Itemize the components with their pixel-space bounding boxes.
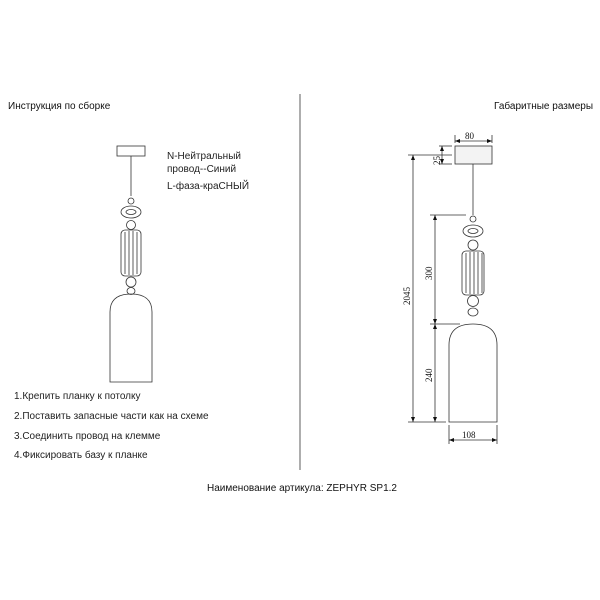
- dimensions-title: Габаритные размеры: [494, 101, 594, 112]
- disk-ornament: [121, 206, 141, 218]
- article-name: Наименование артикула: ZEPHYR SP1.2: [207, 483, 397, 494]
- dim-canopy-height: 25: [432, 156, 442, 165]
- dim-total-height: 2045: [402, 287, 412, 305]
- lamp-illustration-left: [110, 146, 152, 382]
- dim-ornament-height: 300: [424, 266, 434, 280]
- wiring-neutral-line1: N-Нейтральный: [167, 151, 241, 162]
- dim-shade-width: 108: [462, 430, 476, 440]
- dim-shade-height: 240: [424, 368, 434, 382]
- step-1: 1.Крепить планку к потолку: [14, 391, 141, 402]
- canopy-dim: [455, 146, 492, 164]
- step-3: 3.Соединить провод на клемме: [14, 431, 161, 442]
- shade-dim: [449, 324, 497, 422]
- assembly-title: Инструкция по сборке: [8, 101, 111, 112]
- ribbed-cylinder: [121, 230, 141, 276]
- step-4: 4.Фиксировать базу к планке: [14, 450, 148, 461]
- canopy: [117, 146, 145, 156]
- wiring-neutral-line2: провод--Синий: [167, 164, 237, 175]
- wiring-phase: L-фаза-краСНЫЙ: [167, 181, 250, 192]
- glass-shade: [110, 294, 152, 382]
- dim-canopy-width: 80: [465, 131, 474, 141]
- small-bead: [128, 198, 134, 204]
- step-2: 2.Поставить запасные части как на схеме: [14, 411, 209, 422]
- ball-ornament: [127, 221, 136, 230]
- lamp-illustration-right: [408, 135, 497, 444]
